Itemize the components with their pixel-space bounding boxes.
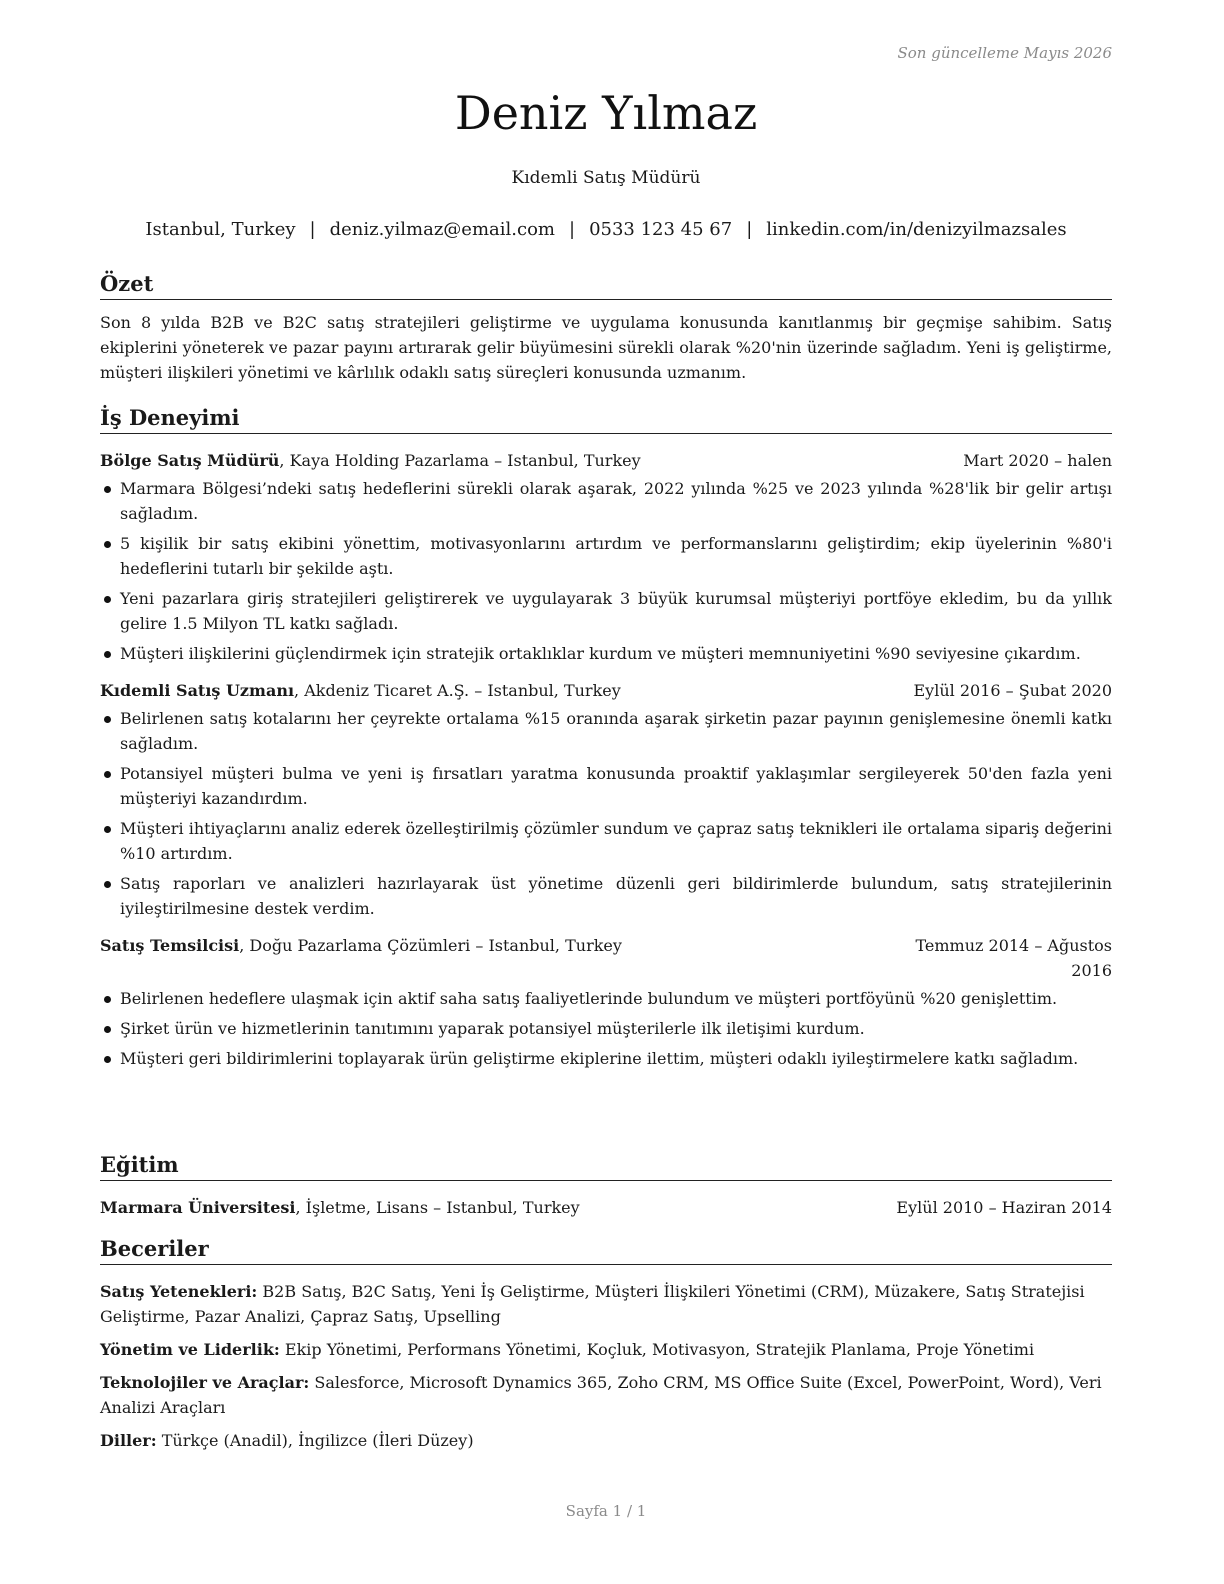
job-entry	[100, 448, 1112, 666]
section-heading-education: Eğitim	[100, 1152, 1112, 1181]
last-updated-note: Son güncelleme Mayıs 2026	[897, 44, 1112, 62]
skill-group	[100, 1279, 1112, 1329]
job-bullets	[100, 476, 1112, 666]
job-bullet: Potansiyel müşteri bulma ve yeni iş fırsatları yaratma konusunda proaktif yaklaşımlar sergileyerek 50'den fazla yeni müşteriyi kazandırdım.	[100, 761, 1112, 811]
summary-text: Son 8 yılda B2B ve B2C satış stratejileri geliştirme ve uygulama konusunda kanıtlanmış bir geçmişe sahibim. Satış ekiplerini yöneterek ve pazar payını artırarak gelir büyümesini sürekli olarak %20'nin üzerinde sağladım. Yeni iş geliştirme, müşteri ilişkileri yönetimi ve kârlılık odaklı satış süreçleri konusunda uzmanım.	[100, 313, 1112, 382]
candidate-name: Deniz Yılmaz	[454, 86, 758, 140]
job-bullet: Müşteri ihtiyaçlarını analiz ederek özelleştirilmiş çözümler sundum ve çapraz satış teknikleri ile ortalama sipariş değerini %10 artırdım.	[100, 816, 1112, 866]
skill-group-text: Türkçe (Anadil), İngilizce (İleri Düzey)	[156, 1431, 474, 1450]
job-role: Kıdemli Satış Uzmanı	[100, 681, 295, 700]
job-bullet: Satış raporları ve analizleri hazırlayarak üst yönetime düzenli geri bildirimlerde bulundum, satış stratejilerinin iyileştirilmesine destek verdim.	[100, 871, 1112, 921]
job-bullet: Marmara Bölgesi’ndeki satış hedeflerini sürekli olarak aşarak, 2022 yılında %25 ve 2023 yılında %28'lik bir gelir artışı sağladım.	[100, 476, 1112, 526]
page-number: Sayfa 1 / 1	[565, 1502, 647, 1520]
education-entry	[100, 1195, 1112, 1220]
job-bullets	[100, 706, 1112, 921]
job-dates: Eylül 2016 – Şubat 2020	[913, 681, 1112, 700]
skill-group-label: Yönetim ve Liderlik:	[100, 1340, 280, 1359]
education-school: Marmara Üniversitesi	[100, 1198, 296, 1217]
experience-section	[100, 405, 1112, 1076]
skill-group-text: Salesforce, Microsoft Dynamics 365, Zoho CRM, MS Office Suite (Excel, PowerPoint, Word), Veri Analizi Araçları	[100, 1373, 1102, 1417]
section-heading-skills: Beceriler	[100, 1236, 1112, 1265]
job-bullet: Müşteri geri bildirimlerini toplayarak ürün geliştirme ekiplerine ilettim, müşteri odaklı iyileştirmelere katkı sağladım.	[100, 1046, 1112, 1071]
job-header	[100, 678, 1112, 703]
contact-location: Istanbul, Turkey	[145, 219, 296, 240]
skill-group	[100, 1337, 1112, 1362]
job-header	[100, 448, 1112, 473]
skills-section	[100, 1236, 1112, 1461]
skill-group	[100, 1428, 1112, 1453]
education-detail: , İşletme, Lisans – Istanbul, Turkey	[295, 1198, 580, 1217]
job-dates: Temmuz 2014 – Ağustos 2016	[915, 936, 1112, 980]
job-entry	[100, 933, 1112, 1071]
job-company: , Akdeniz Ticaret A.Ş. – Istanbul, Turkey	[294, 681, 621, 700]
job-role: Satış Temsilcisi	[100, 936, 240, 955]
job-entry	[100, 678, 1112, 921]
job-role: Bölge Satış Müdürü	[100, 451, 280, 470]
job-bullet: Şirket ürün ve hizmetlerinin tanıtımını yaparak potansiyel müşterilerle ilk iletişimi kurdum.	[100, 1016, 1112, 1041]
contact-separator: |	[746, 219, 753, 240]
candidate-title: Kıdemli Satış Müdürü	[511, 168, 701, 188]
contact-line	[100, 219, 1112, 240]
job-bullet: Yeni pazarlara giriş stratejileri geliştirerek ve uygulayarak 3 büyük kurumsal müşteriyi portföye ekledim, bu da yıllık gelire 1.5 Milyon TL katkı sağladı.	[100, 586, 1112, 636]
skill-group-text: Ekip Yönetimi, Performans Yönetimi, Koçluk, Motivasyon, Stratejik Planlama, Proje Yönetimi	[279, 1340, 1035, 1359]
education-dates: Eylül 2010 – Haziran 2014	[896, 1198, 1112, 1217]
skill-group	[100, 1370, 1112, 1420]
job-bullets	[100, 986, 1112, 1071]
skill-group-text: B2B Satış, B2C Satış, Yeni İş Geliştirme, Müşteri İlişkileri Yönetimi (CRM), Müzakere, Satış Stratejisi Geliştirme, Pazar Analizi, Çapraz Satış, Upselling	[100, 1282, 1085, 1326]
contact-linkedin[interactable]: linkedin.com/in/denizyilmazsales	[766, 219, 1067, 240]
job-bullet: Belirlenen satış kotalarını her çeyrekte ortalama %15 oranında aşarak şirketin pazar payının genişlemesine önemli katkı sağladım.	[100, 706, 1112, 756]
job-bullet: Belirlenen hedeflere ulaşmak için aktif saha satış faaliyetlerinde bulundum ve müşteri portföyünü %20 genişlettim.	[100, 986, 1112, 1011]
job-dates: Mart 2020 – halen	[963, 451, 1112, 470]
job-bullet: 5 kişilik bir satış ekibini yönettim, motivasyonlarını artırdım ve performanslarını geliştirdim; ekip üyelerinin %80'i hedeflerini tutarlı bir şekilde aştı.	[100, 531, 1112, 581]
section-heading-experience: İş Deneyimi	[100, 405, 1112, 434]
summary-section	[100, 271, 1112, 385]
contact-separator: |	[309, 219, 316, 240]
job-company: , Kaya Holding Pazarlama – Istanbul, Turkey	[279, 451, 641, 470]
job-bullet: Müşteri ilişkilerini güçlendirmek için stratejik ortaklıklar kurdum ve müşteri memnuniyetini %90 seviyesine çıkardım.	[100, 641, 1112, 666]
resume-page	[100, 0, 1112, 1584]
skills-list	[100, 1279, 1112, 1453]
skill-group-label: Diller:	[100, 1431, 157, 1450]
section-heading-summary: Özet	[100, 271, 1112, 300]
job-company: , Doğu Pazarlama Çözümleri – Istanbul, Turkey	[239, 936, 622, 955]
education-section	[100, 1152, 1112, 1220]
skill-group-label: Teknolojiler ve Araçlar:	[100, 1373, 310, 1392]
contact-email[interactable]: deniz.yilmaz@email.com	[329, 219, 555, 240]
job-header	[100, 933, 1112, 983]
contact-separator: |	[568, 219, 576, 240]
skill-group-label: Satış Yetenekleri:	[100, 1282, 258, 1301]
contact-phone: 0533 123 45 67	[589, 219, 733, 240]
